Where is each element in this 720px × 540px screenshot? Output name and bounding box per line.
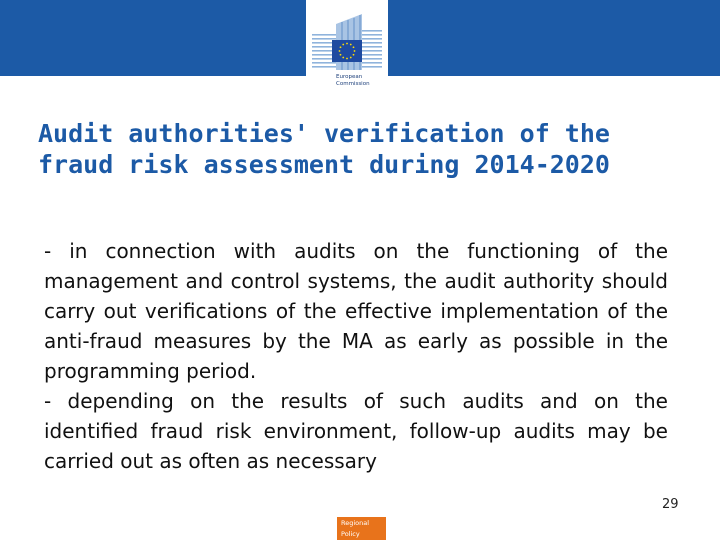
eu-star-icon [340,46,342,48]
slide-body [44,236,668,476]
eu-star-icon [353,54,355,56]
eu-star-icon [342,44,344,46]
slide-title: Audit authorities' verification of the fraud risk assessment during 2014-2020 [38,119,610,179]
eu-star-icon [354,50,356,52]
eu-star-icon [350,57,352,59]
eu-star-icon [353,46,355,48]
eu-star-icon [339,50,341,52]
eu-star-icon [342,57,344,59]
body-paragraph-1: - in connection with audits on the functioning of the management and control systems, the audit authority should carry out verifications of the effective implementation of the anti-fraud measures by the MA as early as possible in the programming period. [44,239,668,383]
eu-star-icon [350,44,352,46]
european-commission-logo [306,0,388,100]
logo-line-2: Commission [336,81,370,87]
badge-line-2: Policy [341,529,360,538]
page-number: 29 [662,497,679,512]
badge-line-1: Regional [341,519,370,527]
eu-star-icon [346,58,348,60]
logo-wordmark [336,74,370,88]
logo-line-1: European [336,74,363,80]
regional-policy-badge [337,517,386,540]
eu-star-icon [340,54,342,56]
commission-building-icon [306,0,388,74]
eu-star-icon [346,43,348,45]
body-paragraph-2: - depending on the results of such audits and on the identified fraud risk environment, follow-up audits may be carried out as often as necessary [44,389,668,473]
